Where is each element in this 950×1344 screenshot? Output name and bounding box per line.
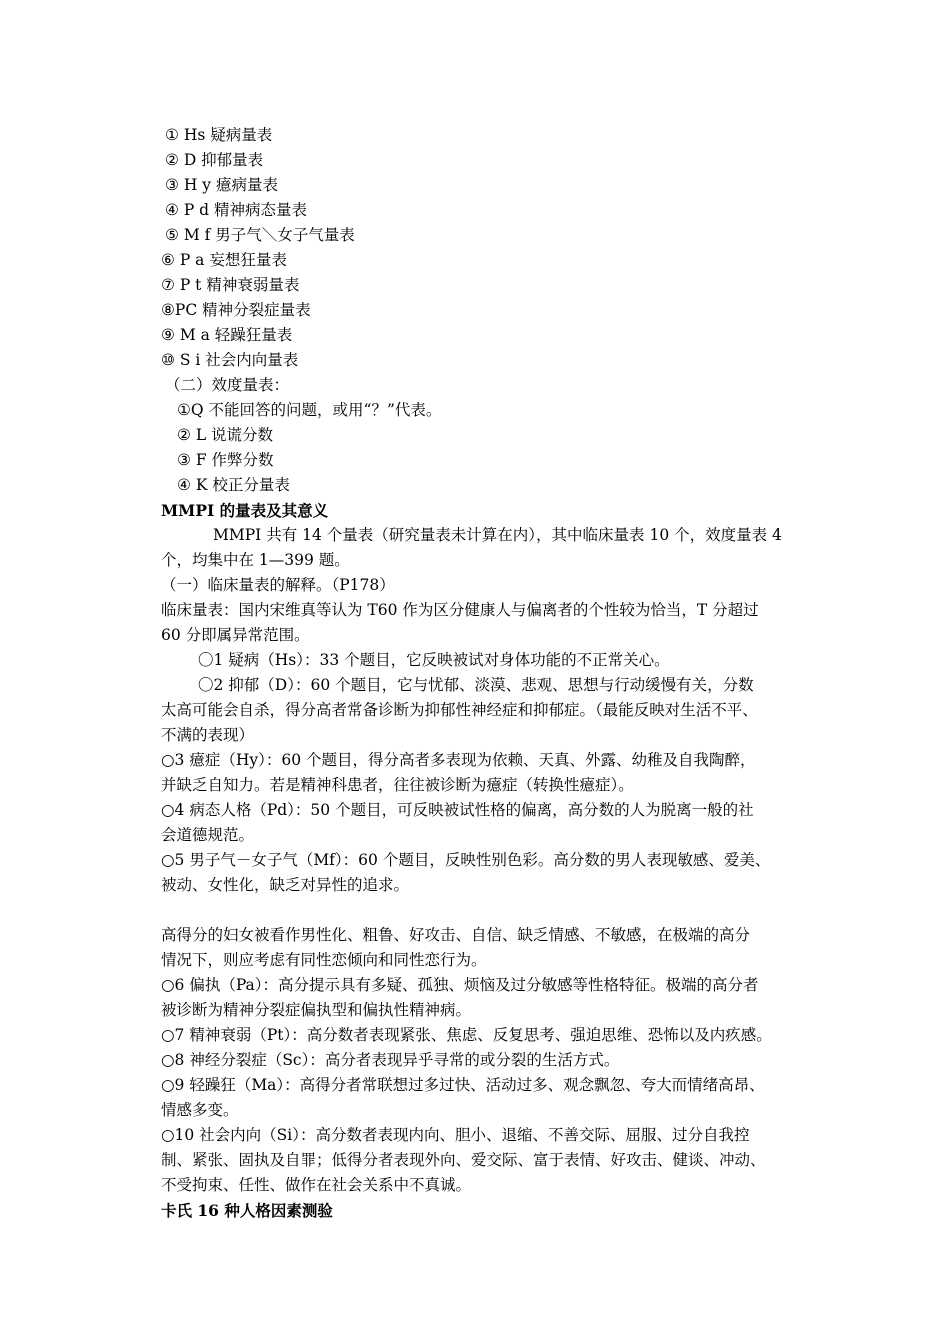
clinical-note-line: 临床量表：国内宋维真等认为 T60 作为区分健康人与偏离者的个性较为恰当，T 分超过	[161, 601, 759, 619]
blank-line	[161, 898, 821, 923]
mmpi-heading: MMPI 的量表及其意义	[161, 501, 329, 520]
scale-hs: ① Hs 疑病量表	[165, 126, 273, 144]
item-pt: ○7 精神衰弱（Pt）：高分数者表现紧张、焦虑、反复思考、强迫思维、恐怖以及内疚感。	[161, 1026, 772, 1044]
mmpi-intro-line: MMPI 共有 14 个量表（研究量表未计算在内），其中临床量表 10 个，效度量表 4	[213, 526, 782, 544]
document-page	[161, 123, 821, 1223]
item-mf-cont-line: 情况下，则应考虑有同性恋倾向和同性恋行为。	[161, 951, 487, 969]
scale-ma: ⑨ M a 轻躁狂量表	[161, 326, 293, 344]
validity-q: ①Q 不能回答的问题，或用“？”代表。	[177, 401, 442, 419]
item-si-line: 不受拘束、任性、做作在社会关系中不真诚。	[161, 1176, 472, 1194]
validity-k: ④ K 校正分量表	[177, 476, 290, 494]
item-mf-cont-line: 高得分的妇女被看作男性化、粗鲁、好攻击、自信、缺乏情感、不敏感，在极端的高分	[161, 926, 751, 944]
item-pa-line: 被诊断为精神分裂症偏执型和偏执性精神病。	[161, 1001, 472, 1019]
item-hs: 〇1 疑病（Hs）：33 个题目，它反映被试对身体功能的不正常关心。	[198, 651, 670, 669]
scale-hy: ③ H y 癔病量表	[165, 176, 278, 194]
item-d-line: 〇2 抑郁（D）：60 个题目，它与忧郁、淡漠、悲观、思想与行动缓慢有关，分数	[198, 676, 754, 694]
scale-d: ② D 抑郁量表	[165, 151, 264, 169]
scale-si: ⑩ S i 社会内向量表	[161, 351, 299, 369]
item-d-line: 不满的表现）	[161, 726, 255, 744]
validity-l: ② L 说谎分数	[177, 426, 274, 444]
validity-f: ③ F 作弊分数	[177, 451, 274, 469]
item-hy-line: ○3 癔症（Hy）：60 个题目，得分高者多表现为依赖、天真、外露、幼稚及自我陶醉，	[161, 751, 756, 769]
scale-pd: ④ P d 精神病态量表	[165, 201, 308, 219]
scale-mf: ⑤ M f 男子气＼女子气量表	[165, 226, 355, 244]
item-mf-line: ○5 男子气－女子气（Mf）：60 个题目，反映性别色彩。高分数的男人表现敏感、爱美、	[161, 851, 771, 869]
validity-heading: （二）效度量表：	[165, 376, 290, 394]
item-mf-line: 被动、女性化，缺乏对异性的追求。	[161, 876, 410, 894]
item-hy-line: 并缺乏自知力。若是精神科患者，往往被诊断为癔症（转换性癔症）。	[161, 776, 634, 794]
item-ma-line: 情感多变。	[161, 1101, 239, 1119]
scale-pt: ⑦ P t 精神衰弱量表	[161, 276, 300, 294]
item-pd-line: ○4 病态人格（Pd）：50 个题目，可反映被试性格的偏离，高分数的人为脱离一般的社	[161, 801, 754, 819]
scale-pa: ⑥ P a 妄想狂量表	[161, 251, 287, 269]
item-pa-line: ○6 偏执（Pa）：高分提示具有多疑、孤独、烦恼及过分敏感等性格特征。极端的高分者	[161, 976, 759, 994]
item-ma-line: ○9 轻躁狂（Ma）：高得分者常联想过多过快、活动过多、观念飘忽、夸大而情绪高昂、	[161, 1076, 765, 1094]
item-pd-line: 会道德规范。	[161, 826, 255, 844]
item-sc: ○8 神经分裂症（Sc）：高分者表现异乎寻常的或分裂的生活方式。	[161, 1051, 620, 1069]
item-d-line: 太高可能会自杀，得分高者常备诊断为抑郁性神经症和抑郁症。（最能反映对生活不平、	[161, 701, 758, 719]
item-si-line: 制、紧张、固执及自罪；低得分者表现外向、爱交际、富于表情、好攻击、健谈、冲动、	[161, 1151, 766, 1169]
next-section-heading: 卡氏 16 种人格因素测验	[161, 1201, 333, 1220]
mmpi-intro-line: 个，均集中在 1—399 题。	[161, 551, 350, 569]
clinical-interpretation-heading: （一）临床量表的解释。（P178）	[161, 576, 395, 594]
item-si-line: ○10 社会内向（Si）：高分数者表现内向、胆小、退缩、不善交际、屈服、过分自我控	[161, 1126, 750, 1144]
clinical-note-line: 60 分即属异常范围。	[161, 626, 310, 644]
scale-pc: ⑧PC 精神分裂症量表	[161, 301, 311, 319]
